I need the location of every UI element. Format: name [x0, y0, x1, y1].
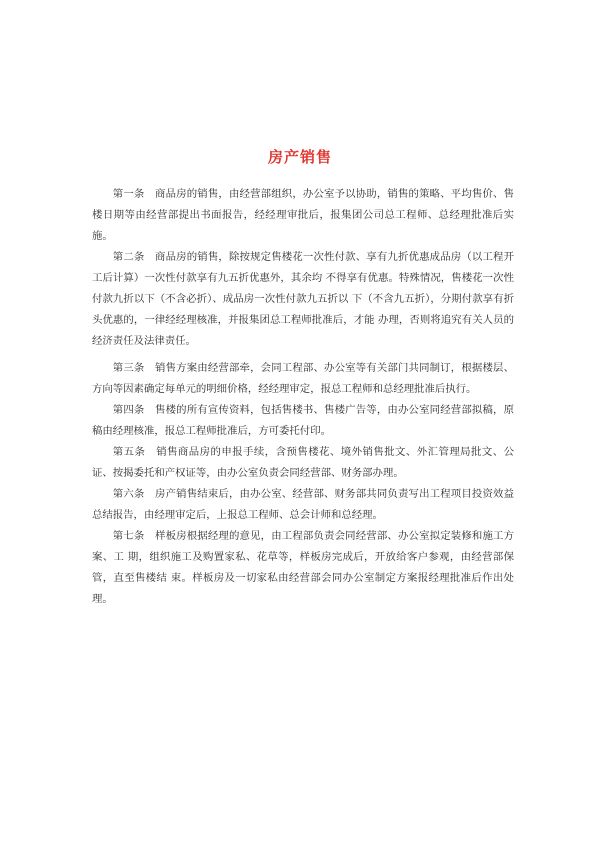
article-7-paragraph: 第七条 样板房根据经理的意见，由工程部负责会同经营部、办公室拟定装修和施工方案、工 期，组织施工及购置家私、花草等，样板房完成后，开放给客户参观，由经营部保管，直至售楼结 束。样板房及一切家私由经营部会同办公室制定方案报经理批准后作出处理。: [92, 530, 514, 605]
document-title: 房产销售: [267, 148, 332, 166]
article-1-paragraph: 第一条 商品房的销售，由经营部组织，办公室予以协助，销售的策略、平均售价、售楼日期等由经营部提出书面报告，经经理审批后，报集团公司总工程师、总经理批准后实施。: [92, 188, 514, 242]
article-6-paragraph: 第六条 房产销售结束后，由办公室、经营部、财务部共同负责写出工程项目投资效益总结报告，由经理审定后，上报总工程师、总会计师和总经理。: [92, 488, 514, 521]
article-2-paragraph: 第二条 商品房的销售，除按规定售楼花一次性付款、享有九折优惠成品房（以工程开工后计算）一次性付款享有九五折优惠外，其余均 不得享有优惠。特殊情况，售楼花一次性付款九折以下（不含必折）、成品房一次性付款九五折以 下（不含九五折），分期付款享有折头优惠的，一律经经理核准，并报集团总工程师批准后，才能 办理，否则将追究有关人员的经济责任及法律责任。: [92, 251, 514, 347]
article-3-paragraph: 第三条 销售方案由经营部牵，会同工程部、办公室等有关部门共同制订，根据楼层、方向等因素确定每单元的明细价格，经经理审定，报总工程师和总经理批准后执行。: [92, 362, 514, 395]
document-body: [92, 184, 514, 610]
article-5-paragraph: 第五条 销售商品房的申报手续，含预售楼花、境外销售批文、外汇管理局批文、公证、按揭委托和产权证等，由办公室负责会同经营部、财务部办理。: [92, 446, 514, 479]
article-4-paragraph: 第四条 售楼的所有宣传资料，包括售楼书、售楼广告等，由办公室同经营部拟稿，原稿由经理核准，报总工程师批准后，方可委托付印。: [92, 404, 514, 437]
